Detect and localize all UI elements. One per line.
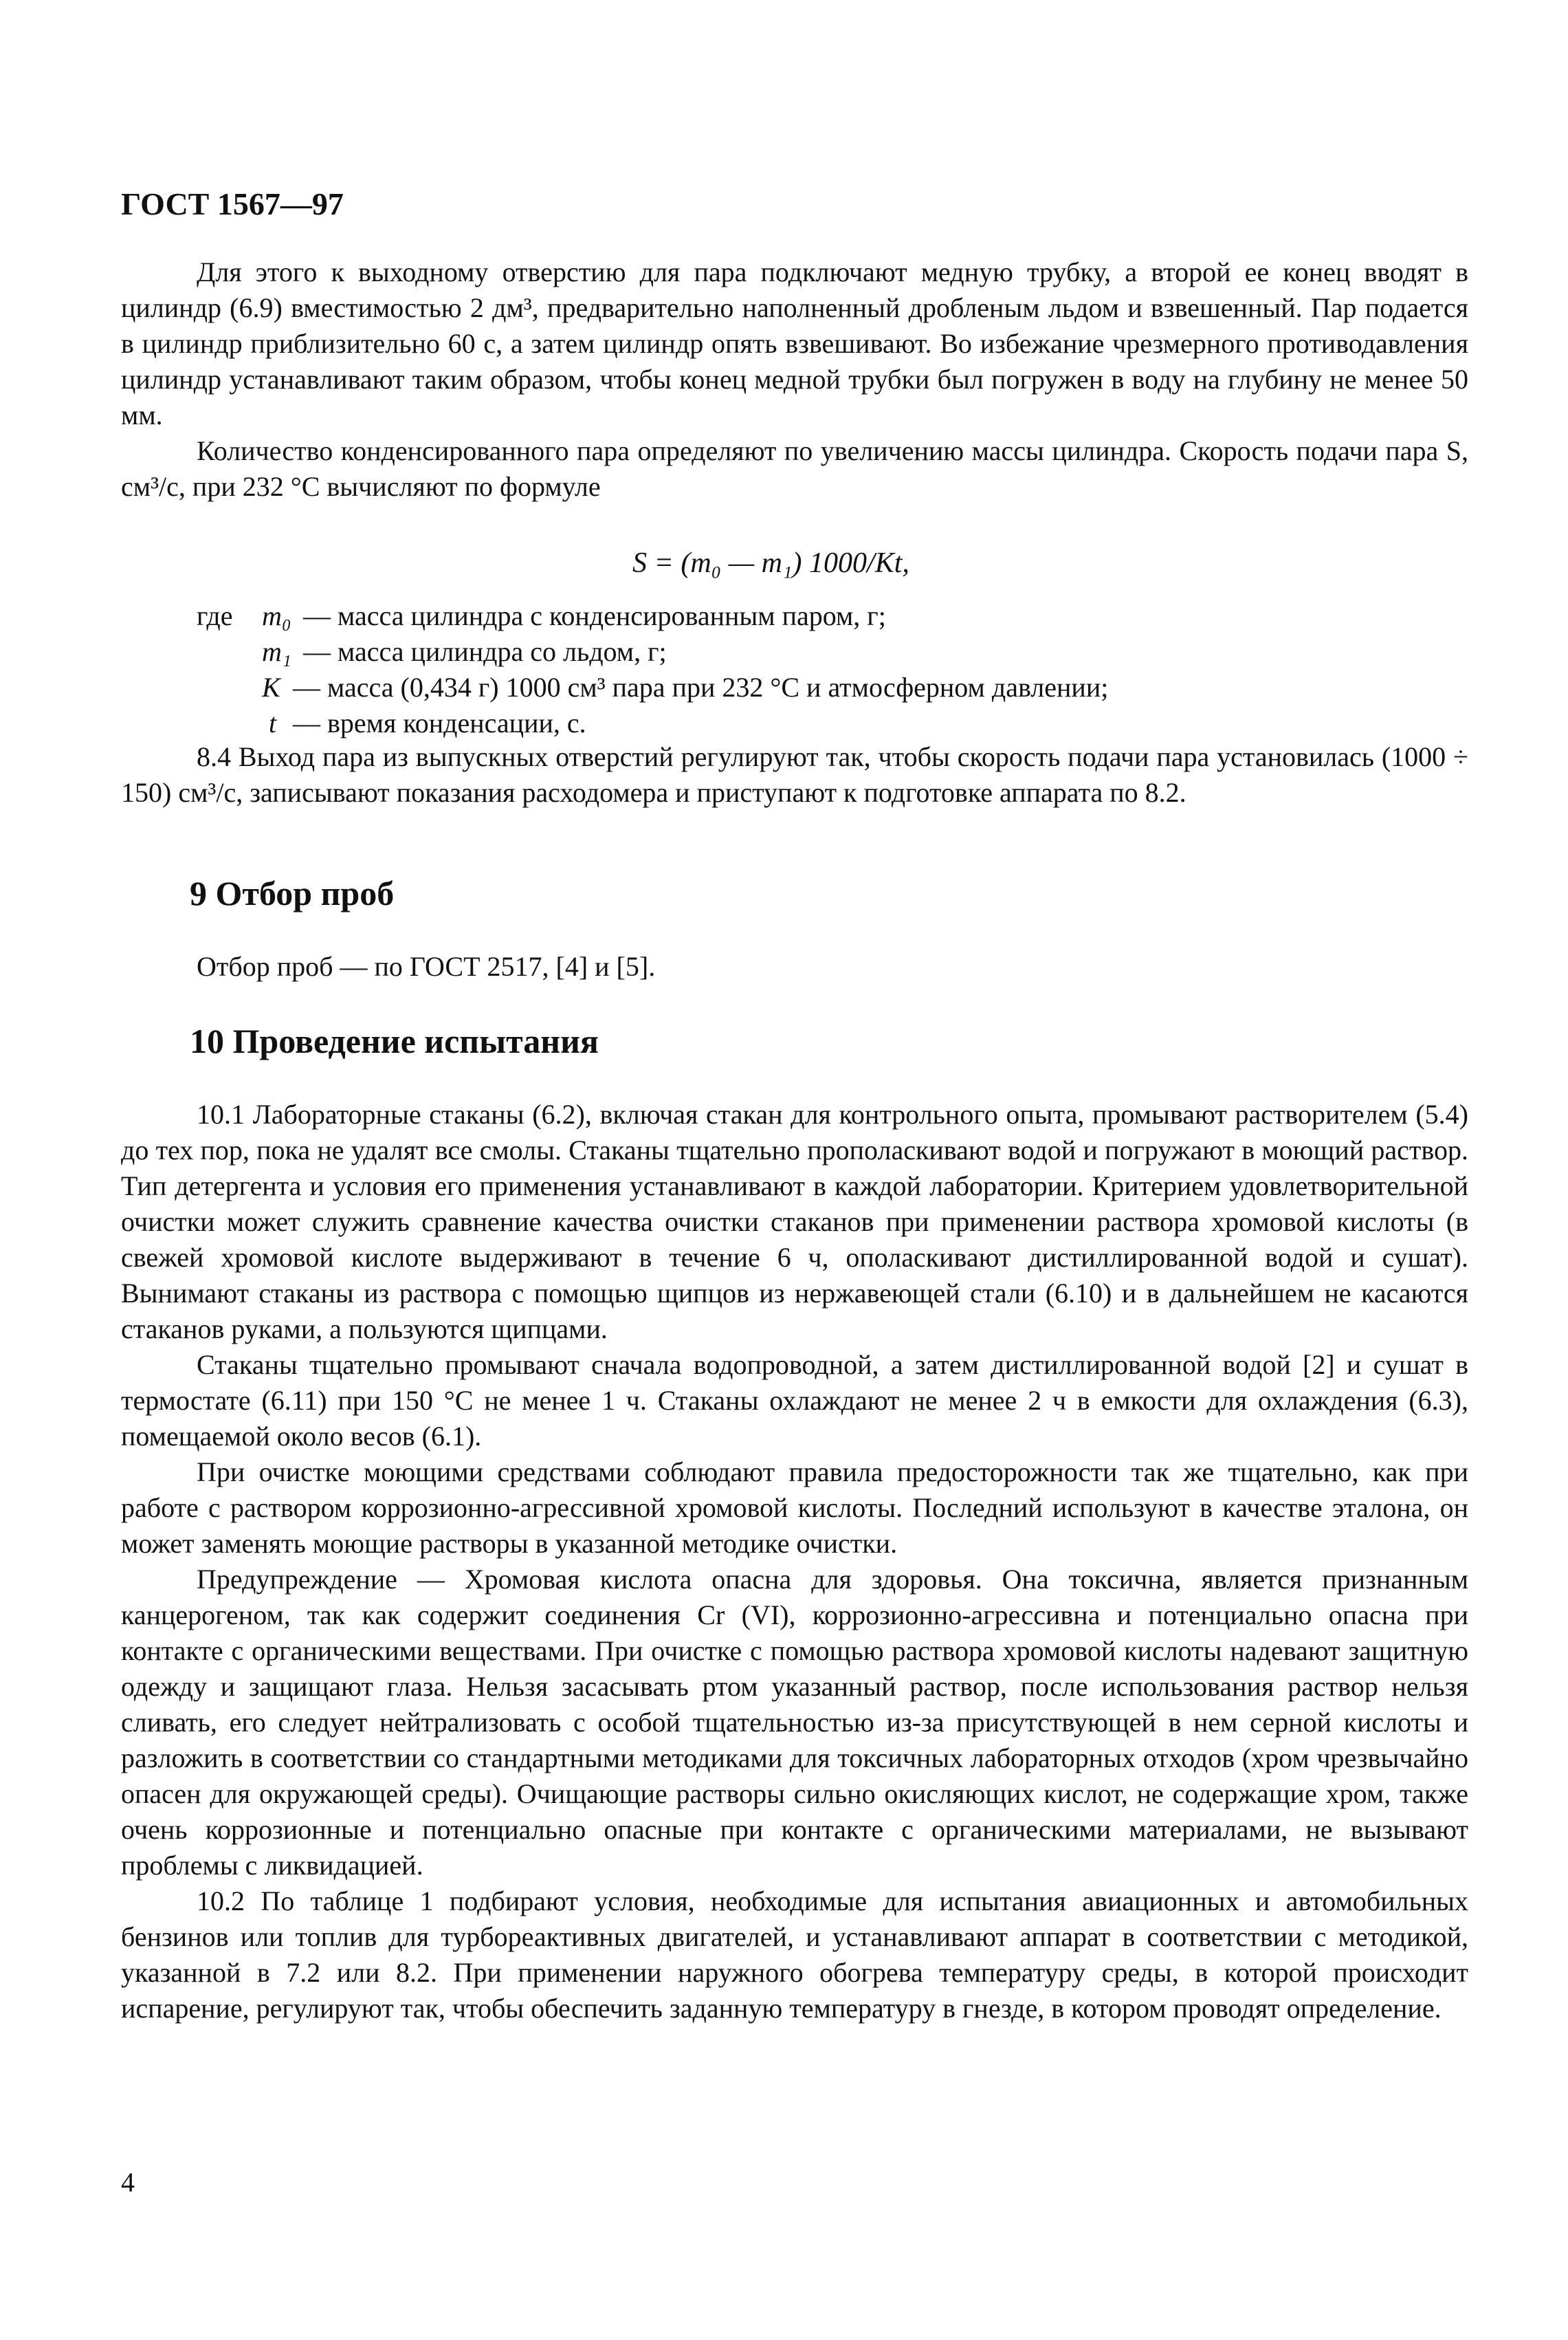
paragraph-steam-cylinder: Для этого к выходному отверстию для пара подключают медную трубку, а второй ее конец вводят в цилиндр (6.9) вместимостью 2 дм³, предварительно наполненный дробленым льдом и взвешенный. Пар подается в цилиндр приблизительно 60 с, а затем цилиндр опять взвешивают. Во избежание чрезмерного противодавления цилиндр устанавливают таким образом, чтобы конец медной трубки был погружен в воду на глубину не менее 50 мм. <box>121 256 1468 430</box>
document-code: ГОСТ 1567—97 <box>121 186 344 221</box>
paragraph-10-1: 10.1 Лабораторные стаканы (6.2), включая стакан для контрольного опыта, промывают растворителем (5.4) до тех пор, пока не удалят все смолы. Стаканы тщательно прополаскивают водой и погружают в моющий раствор. Тип детергента и условия его применения устанавливают в каждой лаборатории. Критерием удовлетворительной очистки может служить сравнение качества очистки стаканов при применении раствора хромовой кислоты (в свежей хромовой кислоте выдерживают в течение 6 ч, ополаскивают дистиллированной водой и сушат). Вынимают стаканы из раствора с помощью щипцов из нержавеющей стали (6.10) и в дальнейшем не касаются стаканов руками, а пользуются щипцами. <box>121 1099 1468 1344</box>
page-number: 4 <box>121 2167 135 2198</box>
legend-text: — масса цилиндра со льдом, г; <box>303 636 667 667</box>
legend-symbol: m₁ <box>262 636 291 667</box>
paragraph-warning: Предупреждение — Хромовая кислота опасна для здоровья. Она токсична, является признанным канцерогеном, так как содержит соединения Cr (VI), коррозионно-агрессивна и потенциально опасна при контакте с органическими веществами. При очистке с помощью раствора хромовой кислоты надевают защитную одежду и защищают глаза. Нельзя засасывать ртом указанный раствор, после использования раствор нельзя сливать, его следует нейтрализовать с особой тщательностью из-за присутствующей в нем серной кислоты и разложить в соответствии со стандартными методиками для токсичных лабораторных отходов (хром чрезвычайно опасен для окружающей среды). Очищающие растворы сильно окисляющих кислот, не содержащие хром, также очень коррозионные и потенциально опасные при контакте с органическими материалами, не вызывают проблемы с ликвидацией. <box>121 1564 1468 1881</box>
paragraph-block-8-3 <box>121 254 1468 505</box>
legend-prefix: где <box>197 600 233 631</box>
legend-text: — время конденсации, с. <box>293 708 586 739</box>
formula-steam-rate: S = (m₀ — m₁) 1000/Kt, <box>632 547 909 579</box>
paragraph-block-8-4 <box>121 739 1468 811</box>
section-9-heading: 9 Отбор проб <box>190 874 395 912</box>
paragraph-block-9 <box>121 949 1468 985</box>
paragraph-condensed-steam: Количество конденсированного пара определяют по увеличению массы цилиндра. Скорость подачи пара S, см³/с, при 232 °С вычисляют по формуле <box>121 435 1468 502</box>
legend-text: — масса (0,434 г) 1000 см³ пара при 232 °С и атмосферном давлении; <box>293 672 1109 703</box>
paragraph-10-2: 10.2 По таблице 1 подбирают условия, необходимые для испытания авиационных и автомобильных бензинов или топлив для турбореактивных двигателей, и устанавливают аппарат в соответствии с методикой, указанной в 7.2 или 8.2. При применении наружного обогрева температуру среды, в которой происходит испарение, регулируют так, чтобы обеспечить заданную температуру в гнезде, в котором проводят определение. <box>121 1885 1468 2024</box>
legend-symbol: m₀ <box>262 600 291 631</box>
paragraph-rinse: Стаканы тщательно промывают сначала водопроводной, а затем дистиллированной водой [2] и сушат в термостате (6.11) при 150 °С не менее 1 ч. Стаканы охлаждают не менее 2 ч в емкости для охлаждения (6.3), помещаемой около весов (6.1). <box>121 1349 1468 1452</box>
paragraph-sampling: Отбор проб — по ГОСТ 2517, [4] и [5]. <box>197 951 656 982</box>
legend-symbol: t <box>269 708 277 739</box>
section-10-heading: 10 Проведение испытания <box>190 1022 599 1060</box>
paragraph-detergent: При очистке моющими средствами соблюдают правила предосторожности так же тщательно, как при работе с раствором коррозионно-агрессивной хромовой кислоты. Последний используют в качестве эталона, он может заменять моющие растворы в указанной методике очистки. <box>121 1456 1468 1559</box>
legend-symbol: K <box>262 672 280 703</box>
legend-text: — масса цилиндра с конденсированным паром, г; <box>303 600 886 631</box>
paragraph-block-10 <box>121 1097 1468 2026</box>
paragraph-8-4: 8.4 Выход пара из выпускных отверстий регулируют так, чтобы скорость подачи пара установилась (1000 ÷ 150) см³/с, записывают показания расходомера и приступают к подготовке аппарата по 8.2. <box>121 741 1468 808</box>
